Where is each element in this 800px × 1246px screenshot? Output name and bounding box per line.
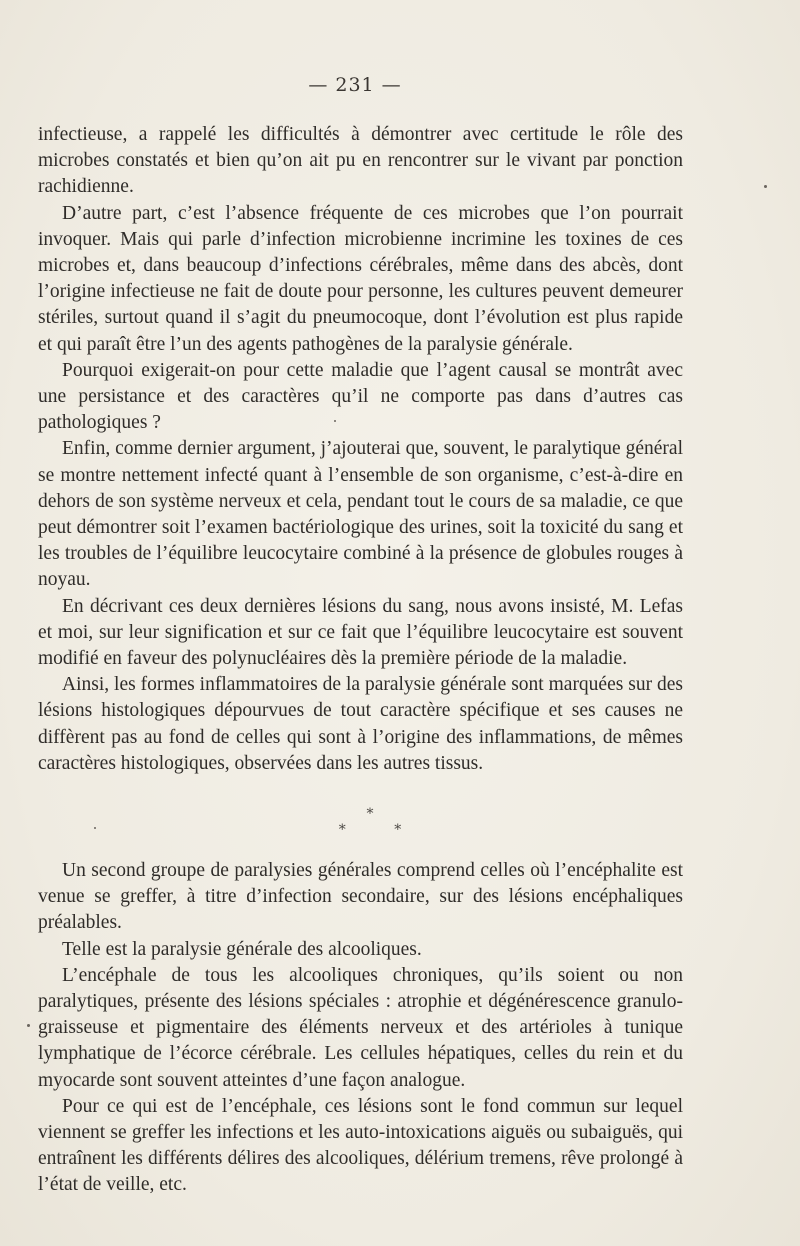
paper-speck: [764, 185, 767, 188]
separator-star-top: *: [366, 806, 374, 822]
section-2-text: [38, 858, 683, 1199]
paragraph: Telle est la paralysie générale des alcooliques.: [62, 938, 422, 960]
paragraph: Pour ce qui est de l’encéphale, ces lésions sont le fond commun sur lequel viennent se greffer les infections et les auto-intoxications aiguës ou subaiguës, qui entraînent les différents délires des alcooliques, délérium tremens, rêve prolongé à l’état de veille, etc.: [38, 1095, 683, 1196]
paragraph: Un second groupe de paralysies générales comprend celles où l’encéphalite est venue se greffer, à titre d’infection secondaire, sur des lésions encéphaliques préalables.: [38, 860, 683, 934]
paper-speck: [94, 827, 96, 829]
paragraph: L’encéphale de tous les alcooliques chroniques, qu’ils soient ou non paralytiques, présente des lésions spéciales : atrophie et dégénérescence granulo-graisseuse et pigmentaire des éléments nerveux et des artérioles à tunique lymphatique de l’écorce cérébrale. Les cellules hépatiques, celles du rein et du myocarde sont souvent atteintes d’une façon analogue.: [38, 964, 683, 1091]
paragraph: En décrivant ces deux dernières lésions du sang, nous avons insisté, M. Lefas et moi, sur leur signification et sur ce fait que l’équilibre leucocytaire est souvent modifié en faveur des polynucléaires dès la première période de la maladie.: [38, 595, 683, 670]
paper-speck: [334, 420, 336, 422]
paragraph: Pourquoi exigerait-on pour cette maladie que l’agent causal se montrât avec une persistance et des caractères qu’il ne comporte pas dans d’autres cas pathologiques ?: [38, 359, 683, 434]
page-number: — 231 —: [308, 74, 402, 96]
separator-stars-bottom: * *: [338, 822, 424, 838]
paragraph: Ainsi, les formes inflammatoires de la paralysie générale sont marquées sur des lésions histologiques dépourvues de tout caractère spécifique et ses causes ne diffèrent pas au fond de celles qui sont à l’origine des inflammations, de mêmes caractères histologiques, observées dans les autres tissus.: [38, 674, 683, 774]
section-1-text: [38, 122, 683, 777]
section-separator: [0, 806, 740, 838]
paper-speck: [27, 1024, 30, 1027]
paragraph: D’autre part, c’est l’absence fréquente de ces microbes que l’on pourrait invoquer. Mais qui parle d’infection microbienne incrimine les toxines de ces microbes et, dans beaucoup d’infections cérébrales, même dans des abcès, dont l’origine infectieuse ne fait de doute pour personne, les cultures peuvent demeurer stériles, surtout quand il s’agit du pneumocoque, dont l’évolution est plus rapide et qui paraît être l’un des agents pathogènes de la paralysie générale.: [38, 202, 683, 355]
paragraph: Enfin, comme dernier argument, j’ajouterai que, souvent, le paralytique général se montre nettement infecté quant à l’ensemble de son organisme, c’est-à-dire en dehors de son système nerveux et cela, pendant tout le cours de sa maladie, ce que peut démontrer soit l’examen bactériologique des urines, soit la toxicité du sang et les troubles de l’équilibre leucocytaire combiné à la présence de globules rouges à noyau.: [38, 438, 683, 591]
paragraph: infectieuse, a rappelé les difficultés à démontrer avec certitude le rôle des microbes constatés et bien qu’on ait pu en rencontrer sur le vivant par ponction rachidienne.: [38, 124, 683, 198]
